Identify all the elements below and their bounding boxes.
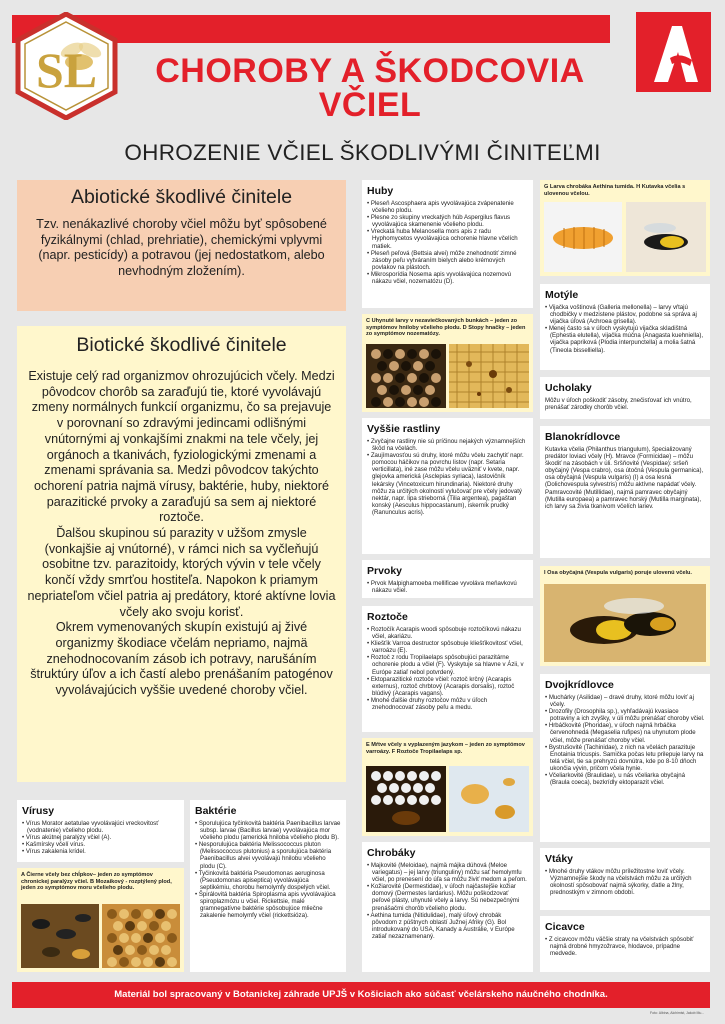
chrobaky-photo-box: [540, 180, 710, 276]
photo-dead-bees-varroa: [366, 766, 446, 832]
list-item: • Prvok Malpighamoeba mellificae vyvoláva meňavkovú nákazu včiel.: [367, 580, 528, 594]
bakterie-box: [190, 800, 346, 972]
list-item: • Vreckatá huba Melanosella mors apis z radu Hyphomycetos vyvolávajúca ochorenie hlavne včelích matiek.: [367, 228, 528, 249]
list-item: • Menej často sa v úľoch vyskytujú vijačka skladištná (Ephestia elutella), vijačka múčna (Anagasta kuehniella), vijačka papriková (Plodia interpunctella) a molia šatná (Tineola bisselliella).: [545, 325, 705, 353]
list-item: • Vijačka voštinová (Galleria mellonella) – larvy vŕtajú chodbičky v medzistene plástov, podobne sa správa aj vijačka úľová (Achroea grisella).: [545, 304, 705, 325]
virusy-box: [17, 800, 184, 862]
bakterie-title: Baktérie: [195, 805, 237, 817]
cicavce-box: [540, 916, 710, 972]
footer-bar: Materiál bol spracovaný v Botanickej záhrade UPJŠ v Košiciach ako súčasť včelárskeho náučného chodníka.: [12, 982, 710, 1008]
vyssie-rastliny-title: Vyššie rastliny: [367, 423, 441, 435]
ucholaky-text: Môžu v úľoch poškodiť zásoby, znečisťovať ich vnútro, prenášať zárodky chorôb včiel.: [545, 397, 692, 412]
abioticke-section: [17, 180, 346, 311]
list-item: • Kožiarovité (Dermestidae), v úľoch najčastejšie kožiar domový (Dermestes lardarius). Môžu poškodzovať peľové plásty, uhynuté včely a larvy. Sú nebezpečnými prenášačmi chorôb včelieho plodu.: [367, 883, 528, 911]
photo-caption-i: I Osa obyčajná (Vespula vulgaris) poruje ulovenú včelu.: [544, 570, 692, 576]
list-item: • Pleseň peľová (Bettsia alvei) môže znehodnotiť zimné zásoby peľu vytváraním bielych alebo krémových povlakov na plástoch.: [367, 250, 528, 271]
bioticke-title: Biotické škodlivé činitele: [76, 334, 287, 356]
dvojkridlovce-box: [540, 674, 710, 842]
ucholaky-box: [540, 377, 710, 419]
vtaky-box: [540, 848, 710, 910]
blanokridlovce-box: [540, 426, 710, 558]
vyssie-rastliny-box: [362, 418, 533, 554]
main-title: CHOROBY A ŠKODCOVIA VČIEL: [155, 52, 585, 124]
subtitle: OHROZENIE VČIEL ŠKODLIVÝMI ČINITEĽMI: [124, 140, 601, 165]
chrobaky-title: Chrobáky: [367, 847, 416, 859]
list-item: • Majkovité (Meloidae), najmä májka dúhová (Meloe variegatus) – jej larvy (triunguliny) môžu sať hemolymfu včiel, po prenesení do úľa sa môžu živiť medom a peľom.: [367, 862, 528, 883]
prvoky-box: [362, 560, 533, 598]
list-item: • Z cicavcov môžu väčšie straty na včelstvách spôsobiť najmä drobné hmyzožravce, hlodavce, prípadne medvede.: [545, 936, 705, 957]
photo-philanthus-with-bee: [626, 202, 706, 272]
chrobaky-box: [362, 842, 533, 972]
bioticke-paragraph-3: Okrem vymenovaných skupín existujú aj živé organizmy škodiace včelám nepriamo, najmä znehodnocovaním zásob ich potravy, narušáním štruktúry úľov a ich častí alebo prenášaním patogénov vyvolávajúcich vyššie uvedené choroby včiel.: [30, 620, 333, 698]
photo-caption-ab: A Čierne včely bez chĺpkov– jeden zo symptómov chronickej paralýzy včiel. B Mozaikový - rozptýlený plod, jeden zo symptómov moru včelieho plodu.: [21, 872, 172, 892]
logo-letters: SL: [36, 42, 98, 98]
list-item: • Mnohé druhy vtákov môžu príležitostne loviť včely. Významnejšie škody na včelstvách môžu za určitých okolností spôsobovať najmä sýkorky, ďatle a žlny, prednostkým v zimnom období.: [545, 868, 705, 896]
cicavce-title: Cicavce: [545, 921, 585, 933]
photo-tropilaelaps-mites: [449, 766, 529, 832]
blanokridlovce-photo-box: [540, 566, 710, 666]
photo-dead-larvae: [366, 344, 446, 408]
list-item: • Hrbáčkovité (Phoridae), v úľoch najmä hrbáčka červenohnedá (Megaselia rufipes) na uhynutom plode včiel, môže prenášať choroby včiel.: [545, 722, 705, 743]
motyle-title: Motýle: [545, 289, 579, 301]
list-item: • Kašmírsky včelí vírus.: [22, 841, 179, 848]
photo-black-bees: [21, 904, 99, 968]
list-item: • Mikrosporídia Nosema apis vyvolávajúca nozemovú nákazu včiel, nozematózu (D).: [367, 271, 528, 285]
list-item: • Vírus akútnej paralýzy včiel (A).: [22, 834, 179, 841]
list-item: • Včeliarkovité (Braulidae), u nás včeliarka obyčajná (Braula coeca), bezkrídly ektoparazit včiel.: [545, 772, 705, 786]
list-item: • Pleseň Ascosphaera apis vyvolávajúca zvápenatenie včelieho plodu.: [367, 200, 528, 214]
virusy-title: Vírusy: [22, 805, 55, 817]
list-item: • Kliešťik Varroa destructor spôsobuje kliešťikovitosť včiel, varroázu (E).: [367, 640, 528, 654]
list-item: • Špirálovitá baktéria Spiroplasma apis vyvolávajúca spiroplazmózu u včiel. Rickettsie, malé gramnegatívne baktérie spôsobujúce mliečne zakalenie hemolymfy včiel (rickettsióza).: [195, 891, 341, 919]
bioticke-paragraph-2: Ďalšou skupinou sú parazity v užšom zmysle (vonkajšie aj vnútorné), v rámci nich sa vyčleňujú osobitne tzv. parazitoidy, ktorých vývin v tele včely končí vždy smrťou hostiteľa. Napokon k priamym nepriateľom včiel patria aj predátory, ktoré aktívne lovia včely ako svoju korisť.: [27, 526, 336, 619]
huby-box: [362, 180, 533, 308]
list-item: • Mnohé ďalšie druhy roztočov môžu v úľoch znehodnocovať zásoby peľu a medu.: [367, 697, 528, 711]
list-item: • Ektoparazitické roztoče včiel: roztoč krčný (Acarapis externus), roztoč chrbtový (Acarapis dorsalis), roztoč blúdivý (Acarapis vagans).: [367, 676, 528, 697]
upjs-a-logo: [636, 12, 711, 92]
list-item: • Zvyčajne rastliny nie sú príčinou nejakých významnejších škôd na včelách.: [367, 438, 528, 452]
dvojkridlovce-title: Dvojkrídlovce: [545, 679, 614, 691]
photo-wasp-with-bee: [544, 584, 706, 662]
prvoky-title: Prvoky: [367, 565, 403, 577]
list-item: • Vírus zakalenia krídel.: [22, 848, 179, 855]
photo-aethina-larva: [544, 202, 622, 272]
list-item: • Nesporulujúca baktéria Melissococcus pluton (Melissococcus plutonius) a sporulujúca baktéria Paenibacillus alvei vyvolávajú hnilobu včelieho plodu (C).: [195, 841, 341, 869]
photo-caption-gh: G Larva chrobáka Aethina tumida. H Kutavka včelia s ulovenou včelou.: [544, 184, 686, 197]
roztoce-box: [362, 606, 533, 732]
photo-credit: Foto: Albina, Alchimist, Jakob Mu...: [650, 1011, 705, 1015]
photo-caption-ef: E Mŕtve včely s vyplazeným jazykom – jeden zo symptómov varroázy. F Roztoče Tropilaelaps sp.: [366, 742, 525, 755]
list-item: • Aethina tumida (Nitidulidae), malý úľový chrobák pôvodom z púštnych oblastí Južnej Afriky (G). Bol introdukovaný do USA, Kanady a Austrálie, v Európe zatiaľ nezaznamenaný.: [367, 912, 528, 940]
photo-mosaic-brood: [102, 904, 180, 968]
sz-bee-logo: [14, 12, 119, 120]
huby-title: Huby: [367, 185, 394, 197]
photo-diarrhea-traces: [449, 344, 529, 408]
list-item: • Drozofily (Drosophila sp.), vyhľadávajú kvasiace potraviny a ich zvyšky, v úli môžu prenášať choroby včiel.: [545, 708, 705, 722]
blanokridlovce-text: Kutavka včelia (Philanthus triangulum), špecializovaný predátor loviaci včely (H). Mravce (Formicidae) – môžu škodiť na zásobách v úli. Sršňovité (Vespidae): sršeň obyčajný (Vespa crabro), osa útočná (Vespula germanica), osa obyčajná (Vespula vulgaris) (I) a osa lesná (Dolichovespula sylvestris) môžu aktívne napádať včely. Pamravcovité (Mutillidae), najmä pamravec obyčajný (Mutilla europaea) a pamravec horský (Mutilla marginata), ich larvy sa živia tkanivom včelích lariev.: [545, 446, 704, 510]
list-item: • Zaujímavosťou sú druhy, ktoré môžu včelu zachytiť napr. pomocou háčikov na povrchu listov (napr. Setaria verticillata), iné zase môžu včelu uväzniť v kvete, napr. glejovka americká (Asclepias syriaca), lastovičník lekársky (Vincetoxicum hirundinaria). Niektoré druhy môžu za určitých okolností vylučovať pre včely jedovatý nektár, napr. lipa strieborná (Tilia argentea), pagaštan konský (Aesculus hippocastanum), iskerník prudký (Ranunculus acris).: [367, 452, 528, 516]
list-item: • Roztočík Acarapis woodi spôsobuje roztočíkovú nákazu včiel, akariázu.: [367, 626, 528, 640]
blanokridlovce-title: Blanokrídlovce: [545, 431, 621, 443]
abioticke-title: Abiotické škodlivé činitele: [70, 186, 293, 208]
bioticke-section: [17, 326, 346, 782]
list-item: • Vírus Morator aetatulae vyvolávajúci vreckovitosť (vodnatenie) včelieho plodu.: [22, 820, 179, 834]
vtaky-title: Vtáky: [545, 853, 574, 865]
list-item: • Plesne zo skupiny vreckatých húb Aspergilus flavus vyvolávajúca skamenenie včelieho plodu.: [367, 214, 528, 228]
roztoce-photo-box: [362, 738, 533, 836]
list-item: • Roztoč z rodu Tropilaelaps spôsobujúci parazitárne ochorenie plodu a včiel (F). Vyskytuje sa hlavne v Ázii, v Európe zatiaľ nebol potvrdený.: [367, 654, 528, 675]
ucholaky-title: Ucholaky: [545, 382, 592, 394]
photo-caption-cd: C Uhynuté larvy v nezaviečkovaných bunkách – jeden zo symptómov hniloby včelieho plodu. D Stopy hnačky – jeden zo symptómov nozematózy.: [366, 318, 526, 338]
motyle-box: [540, 284, 710, 370]
abioticke-text: Tzv. nenákazlivé choroby včiel môžu byť spôsobené fyzikálnymi (chlad, prehriatie), chemickými vplyvmi (napr. pesticídy) a potravou (jej nedostatkom, alebo nevhodným zložením).: [36, 217, 327, 278]
list-item: • Bystrušovité (Tachinidae), z nich na včelách parazituje Enotainia tricuspis. Samička počas letu prilepuje larvy na telá včiel, tie sa prehryzú dovnútra, kde po 8-10 dňoch ukončia vývin, pričom včela hynie.: [545, 744, 705, 772]
roztoce-title: Roztoče: [367, 611, 408, 623]
virusy-photo-box: [17, 868, 184, 972]
huby-photo-box: [362, 314, 533, 412]
bioticke-paragraph-1: Existuje celý rad organizmov ohrozujúcich včely. Medzi pôvodcov chorôb sa zaraďujú tie, ktoré vyvolávajú zmeny normálnych funkcií organizmu, čo sa prejavuje v porovnaní so zdravými jedincami odlišnými vnútornými aj vonkajšími znakmi na tele včely, jej orgánoch a tkanivách, fyziologickými zmenami a zmenami správania sa. Medzi pôvodcov takýchto ochorení patria najmä vírusy, baktérie, huby, niektoré parazitické prvoky a zaraďujú sa sem aj niektoré roztoče.: [28, 369, 335, 525]
list-item: • Tyčinkovitá baktéria Pseudomonas aeruginosa (Pseudomonas apiseptica) vyvolávajúca septikémiu, chorobu hemolymfy dospelých včiel.: [195, 870, 341, 891]
list-item: • Muchárky (Asilidae) – dravé druhy, ktoré môžu loviť aj včely.: [545, 694, 705, 708]
list-item: • Sporulujúca tyčinkovitá baktéria Paenibacillus larvae subsp. larvae (Bacillus larvae) vyvolávajúca mor včelieho plodu (americká hniloba včelieho plodu B).: [195, 820, 341, 841]
